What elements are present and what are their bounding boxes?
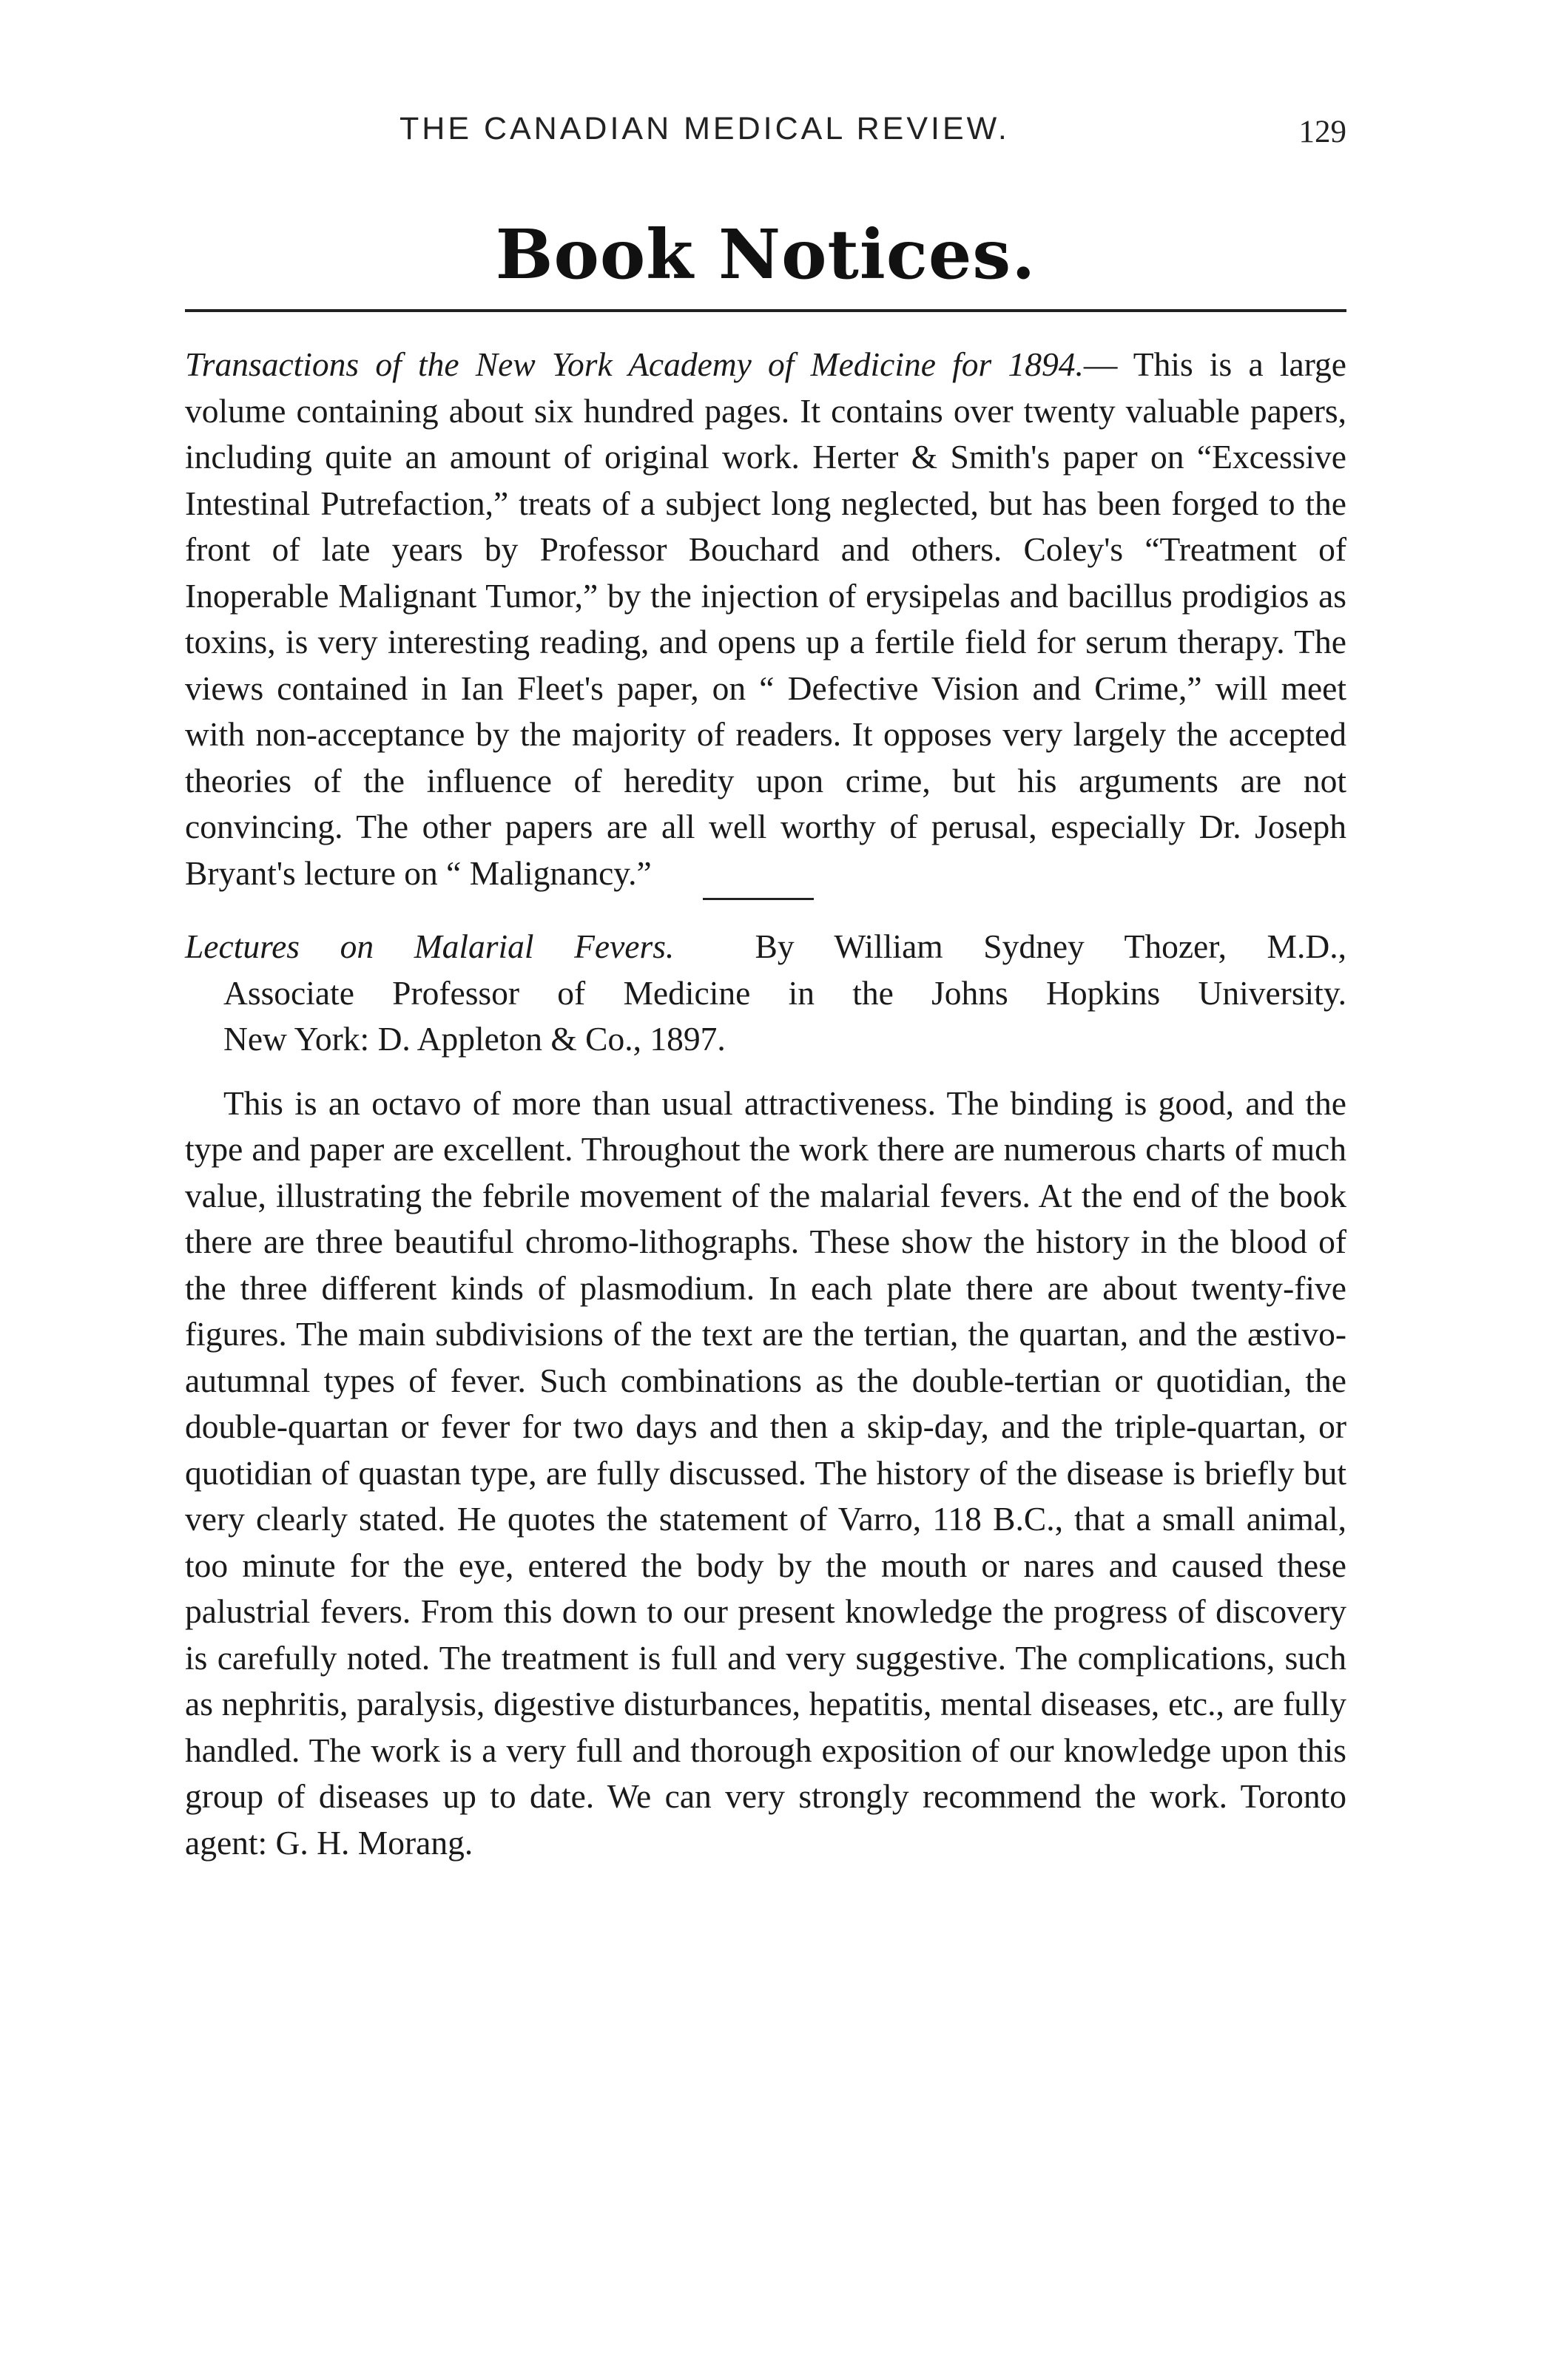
review-separator	[703, 898, 814, 900]
page-number: 129	[1298, 115, 1346, 149]
running-head	[185, 111, 1346, 170]
citation-book-title: Lectures on Malarial Fevers.	[185, 927, 675, 965]
section-title: Book Notices.	[495, 214, 1036, 294]
review-transactions	[185, 342, 1346, 896]
citation-malarial-fevers	[185, 924, 1346, 1063]
review-transactions-title: Transactions of the New York Academy of Medicine for 1894.	[185, 345, 1084, 383]
page	[185, 111, 1346, 1866]
citation-author: By William Sydney Thozer, M.D.,	[755, 927, 1346, 965]
citation-line-title-author	[185, 924, 1346, 970]
review-malarial-fevers: This is an octavo of more than usual attractiveness. The binding is good, and the type and paper are excellent. Throughout the work there are numerous charts of much value, illustrating the febrile movement of the malarial fevers. At the end of the book there are three beautiful chromo-lithographs. These show the history in the blood of the three different kinds of plasmodium. In each plate there are about twenty-five figures. The main subdivisions of the text are the tertian, the quartan, and the æstivo-autumnal types of fever. Such combinations as the double-tertian or quotidian, the double-quartan or fever for two days and then a skip-day, and the triple-quartan, or quotidian of quastan type, are fully discussed. The history of the disease is briefly but very clearly stated. He quotes the statement of Varro, 118 B.C., that a small animal, too minute for the eye, entered the body by the mouth or nares and caused these palustrial fevers. From this down to our present knowledge the progress of discovery is carefully noted. The treatment is full and very suggestive. The complications, such as nephritis, paralysis, digestive disturbances, hepatitis, mental diseases, etc., are fully handled. The work is a very full and thorough exposition of our knowledge upon this group of diseases up to date. We can very strongly recommend the work. Toronto agent: G. H. Morang.	[185, 1083, 1346, 1862]
citation-affiliation: Associate Professor of Medicine in the Johns Hopkins University.	[223, 973, 1346, 1012]
review-transactions-body: — This is a large volume containing about six hundred pages. It contains over twenty valuable papers, including quite an amount of original work. Herter & Smith's paper on “Excessive Intestinal Putrefaction,” treats of a subject long neglected, but has been forged to the front of late years by Professor Bouchard and others. Coley's “Treatment of Inoperable Malignant Tumor,” by the injection of erysipelas and bacillus prodigios as toxins, is very interesting reading, and opens up a fertile field for serum therapy. The views contained in Ian Fleet's paper, on “ Defective Vision and Crime,” will meet with non-acceptance by the majority of readers. It opposes very largely the accepted theories of the influence of heredity upon crime, but his arguments are not convincing. The other papers are all well worthy of perusal, especially Dr. Joseph Bryant's lecture on “ Malignancy.”	[185, 345, 1346, 892]
journal-title: THE CANADIAN MEDICAL REVIEW.	[399, 111, 1010, 146]
citation-imprint: New York: D. Appleton & Co., 1897.	[223, 1020, 726, 1058]
section-rule	[185, 309, 1346, 312]
